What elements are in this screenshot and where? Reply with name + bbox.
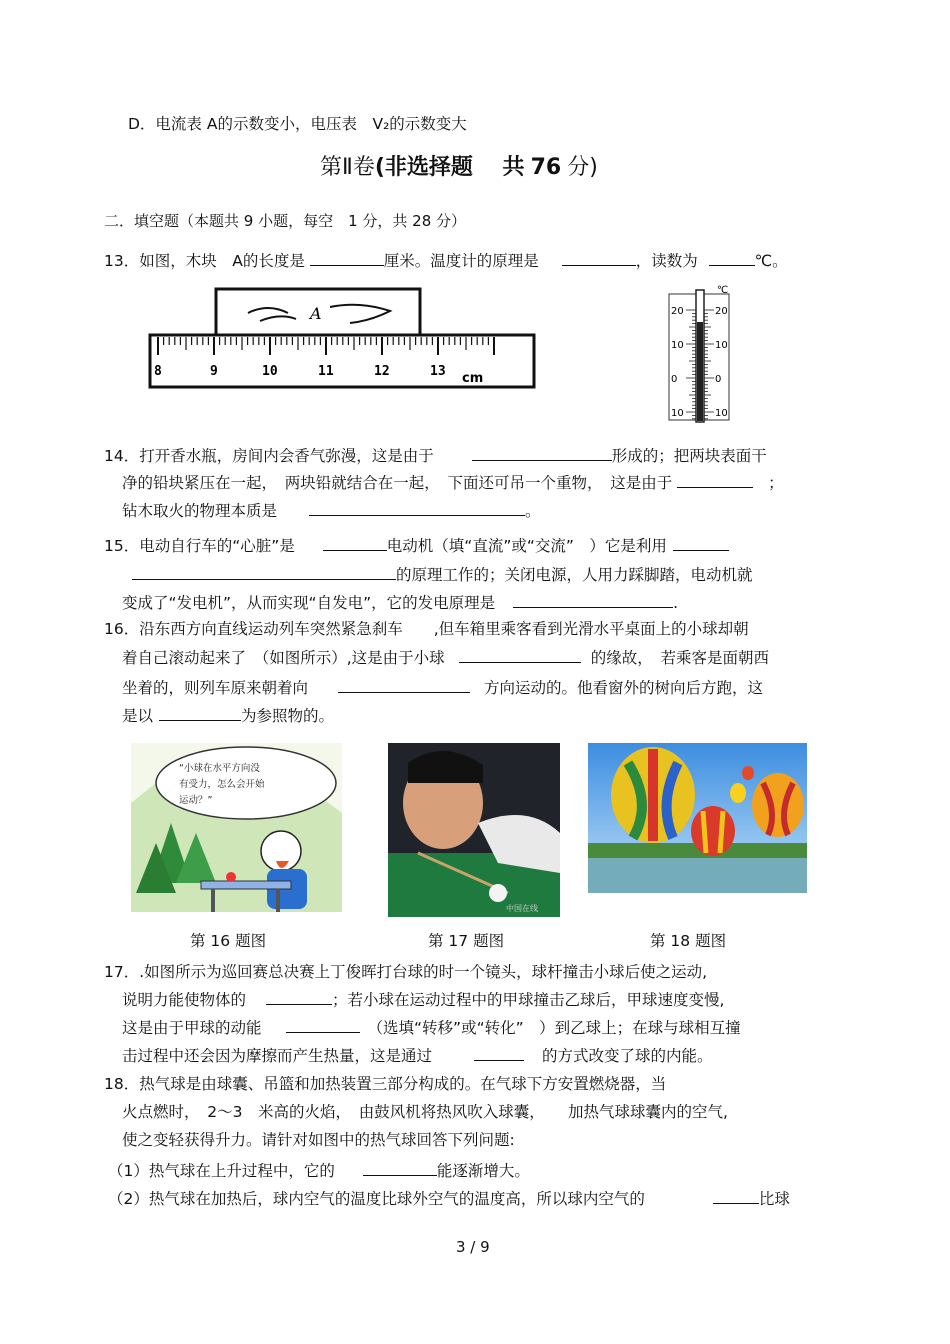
option-d: D．电流表 A的示数变小，电压表 V₂的示数变大 bbox=[128, 115, 467, 133]
q16-blank-2[interactable] bbox=[338, 677, 470, 693]
question-18-sub-1 bbox=[108, 1160, 530, 1181]
thermometer-label: 20 bbox=[671, 306, 684, 317]
ruler-unit: cm bbox=[462, 371, 484, 386]
page-number: 3 / 9 bbox=[456, 1238, 490, 1256]
q17-text-a: 说明力能使物体的 bbox=[122, 991, 247, 1009]
q16-text-d: 方向运动的。他看窗外的树向后方跑，这 bbox=[484, 679, 764, 697]
thermometer-label: 20 bbox=[715, 306, 728, 317]
q14-text-b: 形成的；把两块表面干 bbox=[611, 447, 767, 465]
q16-blank-1[interactable] bbox=[459, 647, 581, 663]
block-label: A bbox=[310, 304, 322, 323]
q15-text-e: . bbox=[673, 594, 679, 612]
q17-text-f: 的方式改变了球的内能。 bbox=[542, 1047, 713, 1065]
balloon-middle bbox=[691, 806, 735, 856]
q18-text-c: （2）热气球在加热后，球内空气的温度比球外空气的温度高，所以球内空气的 bbox=[108, 1190, 645, 1208]
question-15-line-2 bbox=[132, 564, 753, 585]
q15-text-d: 变成了“发电机”，从而实现“自发电”，它的发电原理是 bbox=[122, 594, 496, 612]
q14-text-a: 14．打开香水瓶，房间内会香气弥漫，这是由于 bbox=[104, 447, 434, 465]
q18-blank-2[interactable] bbox=[713, 1188, 759, 1204]
q13-blank-3[interactable] bbox=[709, 250, 755, 266]
question-18-line-2: 火点燃时， 2～3 米高的火焰， 由鼓风机将热风吹入球囊， 加热气球球囊内的空气, bbox=[122, 1103, 728, 1121]
q17-text-b: ；若小球在运动过程中的甲球撞击乙球后，甲球速度变慢, bbox=[332, 991, 725, 1009]
q18-text-b: 能逐渐增大。 bbox=[436, 1162, 530, 1180]
thermometer-liquid bbox=[697, 322, 703, 421]
question-17-line-2 bbox=[122, 989, 724, 1010]
caption-figure-16: 第 16 题图 bbox=[190, 932, 267, 950]
ruler-label: 8 bbox=[154, 364, 162, 379]
ruler-label: 11 bbox=[318, 364, 334, 379]
q13-text-c: ，读数为 bbox=[635, 252, 698, 270]
q13-text-a: 13．如图，木块 A的长度是 bbox=[104, 252, 305, 270]
figure-18-balloons bbox=[588, 743, 807, 893]
ruler-figure bbox=[140, 285, 540, 395]
question-18-line-1: 18．热气球是由球囊、吊篮和加热装置三部分构成的。在气球下方安置燃烧器，当 bbox=[104, 1075, 667, 1093]
figure-16-cartoon bbox=[131, 743, 342, 912]
small-ball bbox=[226, 872, 236, 882]
q15-text-b: 电动机（填“直流”或“交流” ）它是利用 bbox=[386, 537, 667, 555]
q14-text-e: 钻木取火的物理本质是 bbox=[122, 502, 278, 520]
q16-text-b: 的缘故， 若乘客是面朝西 bbox=[590, 649, 769, 667]
section-title bbox=[320, 150, 598, 181]
q14-blank-1[interactable] bbox=[472, 445, 612, 461]
q18-text-d: 比球 bbox=[758, 1190, 790, 1208]
thermometer-unit: ℃ bbox=[717, 285, 729, 296]
q14-blank-2[interactable] bbox=[677, 472, 753, 488]
question-15-line-1 bbox=[104, 535, 729, 556]
q16-text-a: 着自己滚动起来了 （如图所示）,这是由于小球 bbox=[122, 649, 445, 667]
thermometer-label: 0 bbox=[715, 374, 722, 385]
q18-blank-1[interactable] bbox=[363, 1160, 437, 1176]
q14-blank-3[interactable] bbox=[309, 500, 525, 516]
ruler-label: 13 bbox=[430, 364, 446, 379]
q17-text-d: （选填“转移”或“转化” ）到乙球上；在球与球相互撞 bbox=[367, 1019, 741, 1037]
photo-watermark: 中国在线 bbox=[506, 904, 538, 913]
question-17-line-3 bbox=[122, 1017, 741, 1038]
q18-text-a: （1）热气球在上升过程中，它的 bbox=[108, 1162, 335, 1180]
q15-blank-1[interactable] bbox=[323, 535, 387, 551]
ruler-label: 9 bbox=[210, 364, 218, 379]
ruler-label: 12 bbox=[374, 364, 390, 379]
balloon-right bbox=[752, 773, 804, 837]
q16-text-e: 是以 bbox=[122, 707, 154, 725]
caption-figure-17: 第 17 题图 bbox=[428, 932, 505, 950]
thermometer-label: 10 bbox=[715, 340, 728, 351]
section-title-score: 76 bbox=[530, 155, 562, 180]
question-18-line-3: 使之变轻获得升力。请针对如图中的热气球回答下列问题: bbox=[122, 1131, 515, 1149]
ruler-label: 10 bbox=[262, 364, 278, 379]
q14-text-d: ； bbox=[768, 474, 784, 492]
question-17-line-1: 17．.如图所示为巡回赛总决赛上丁俊晖打台球的时一个镜头，球杆撞击小球后使之运动, bbox=[104, 963, 708, 981]
q13-text-d: ℃。 bbox=[754, 252, 788, 270]
thermometer-label: 10 bbox=[671, 340, 684, 351]
question-14-line-3 bbox=[122, 500, 541, 521]
q17-blank-1[interactable] bbox=[266, 989, 332, 1005]
q15-blank-2[interactable] bbox=[673, 535, 729, 551]
thermometer-figure bbox=[665, 282, 735, 424]
section-title-part-c: 分) bbox=[567, 155, 598, 180]
question-17-line-4 bbox=[122, 1045, 713, 1066]
thermometer-label: 10 bbox=[715, 408, 728, 419]
question-14-line-2 bbox=[122, 472, 784, 493]
q13-blank-1[interactable] bbox=[310, 250, 384, 266]
q15-blank-3[interactable] bbox=[513, 592, 673, 608]
part-two-heading: 二．填空题（本题共 9 小题，每空 1 分，共 28 分） bbox=[104, 212, 467, 230]
speech-bubble-text: “小球在水平方向没 有受力，怎么会开始 运动？” bbox=[179, 763, 265, 806]
q17-blank-3[interactable] bbox=[474, 1045, 524, 1061]
q15-text-a: 15．电动自行车的“心脏”是 bbox=[104, 537, 295, 555]
section-title-part-a: 第Ⅱ卷 bbox=[320, 155, 375, 180]
cue-ball bbox=[489, 884, 507, 902]
question-16-line-1: 16．沿东西方向直线运动列车突然紧急刹车 ,但车箱里乘客看到光滑水平桌面上的小球却朝 bbox=[104, 620, 749, 638]
balloon-large bbox=[611, 747, 695, 843]
q15-text-c: 的原理工作的；关闭电源，人用力踩脚踏，电动机就 bbox=[396, 566, 753, 584]
question-16-line-2 bbox=[122, 647, 769, 668]
q14-text-f: 。 bbox=[525, 502, 541, 520]
figure-17-photo bbox=[388, 743, 560, 917]
q13-blank-2[interactable] bbox=[562, 250, 636, 266]
question-14-line-1 bbox=[104, 445, 767, 466]
question-16-line-4 bbox=[122, 705, 334, 726]
q16-text-c: 坐着的，则列车原来朝着向 bbox=[122, 679, 309, 697]
q13-text-b: 厘米。温度计的原理是 bbox=[383, 252, 539, 270]
thermometer-label: 10 bbox=[671, 408, 684, 419]
q16-blank-3[interactable] bbox=[159, 705, 241, 721]
q17-blank-2[interactable] bbox=[286, 1017, 360, 1033]
q16-text-f: 为参照物的。 bbox=[241, 707, 335, 725]
q17-text-c: 这是由于甲球的动能 bbox=[122, 1019, 262, 1037]
q14-text-c: 净的铅块紧压在一起， 两块铅就结合在一起， 下面还可吊一个重物， 这是由于 bbox=[122, 474, 673, 492]
q17-text-e: 击过程中还会因为摩擦而产生热量，这是通过 bbox=[122, 1047, 433, 1065]
thermometer-label: 0 bbox=[671, 374, 678, 385]
question-18-sub-2 bbox=[108, 1188, 790, 1209]
section-title-part-b: (非选择题 共 bbox=[374, 155, 525, 180]
caption-figure-18: 第 18 题图 bbox=[650, 932, 727, 950]
question-16-line-3 bbox=[122, 677, 763, 698]
q15-blank-2-cont[interactable] bbox=[132, 564, 396, 580]
question-15-line-3 bbox=[122, 592, 678, 613]
question-13 bbox=[104, 250, 788, 271]
